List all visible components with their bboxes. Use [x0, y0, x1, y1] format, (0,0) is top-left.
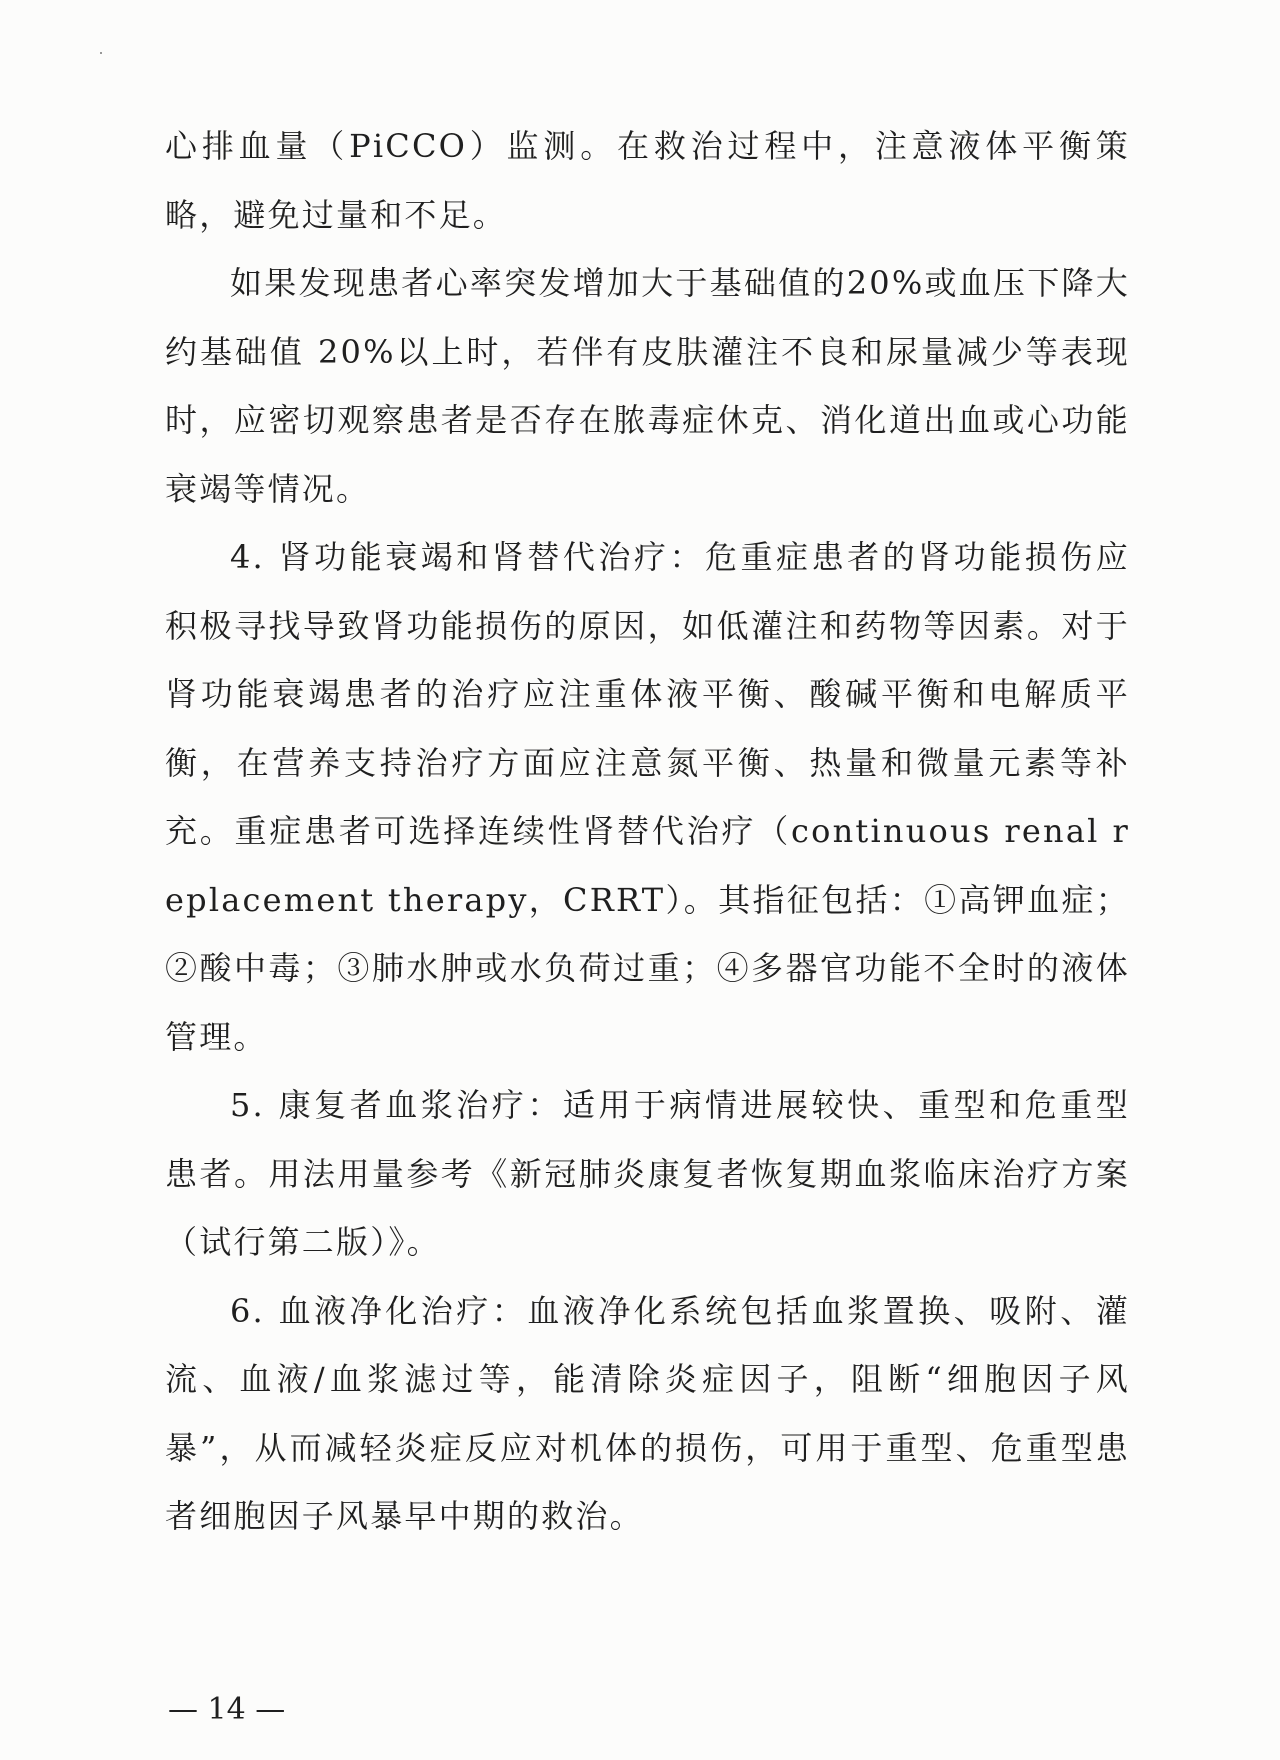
page-number: — 14 — — [168, 1692, 286, 1727]
scan-mark — [100, 52, 102, 54]
paragraph-vital-signs: 如果发现患者心率突发增加大于基础值的20%或血压下降大约基础值 20%以上时，若伴有皮肤灌注不良和尿量减少等表现时，应密切观察患者是否存在脓毒症休克、消化道出血或心功能衰竭等情况。 — [165, 264, 1130, 508]
paragraph-continuation: 心排血量（PiCCO）监测。在救治过程中，注意液体平衡策略，避免过量和不足。 — [165, 127, 1130, 234]
paragraph-blood-purification: 6. 血液净化治疗：血液净化系统包括血浆置换、吸附、灌流、血液/血浆滤过等，能清除炎症因子，阻断“细胞因子风暴”，从而减轻炎症反应对机体的损伤，可用于重型、危重型患者细胞因子风暴早中期的救治。 — [165, 1291, 1130, 1535]
paragraph-convalescent-plasma: 5. 康复者血浆治疗：适用于病情进展较快、重型和危重型患者。用法用量参考《新冠肺炎康复者恢复期血浆临床治疗方案（试行第二版）》。 — [165, 1086, 1130, 1261]
document-body — [165, 112, 1130, 1551]
paragraph-renal-replacement-therapy: 4. 肾功能衰竭和肾替代治疗：危重症患者的肾功能损伤应积极寻找导致肾功能损伤的原因，如低灌注和药物等因素。对于肾功能衰竭患者的治疗应注重体液平衡、酸碱平衡和电解质平衡，在营养支持治疗方面应注意氮平衡、热量和微量元素等补充。重症患者可选择连续性肾替代治疗（continuous renal replacement therapy，CRRT）。其指征包括：①高钾血症；②酸中毒；③肺水肿或水负荷过重；④多器官功能不全时的液体管理。 — [165, 538, 1130, 1056]
